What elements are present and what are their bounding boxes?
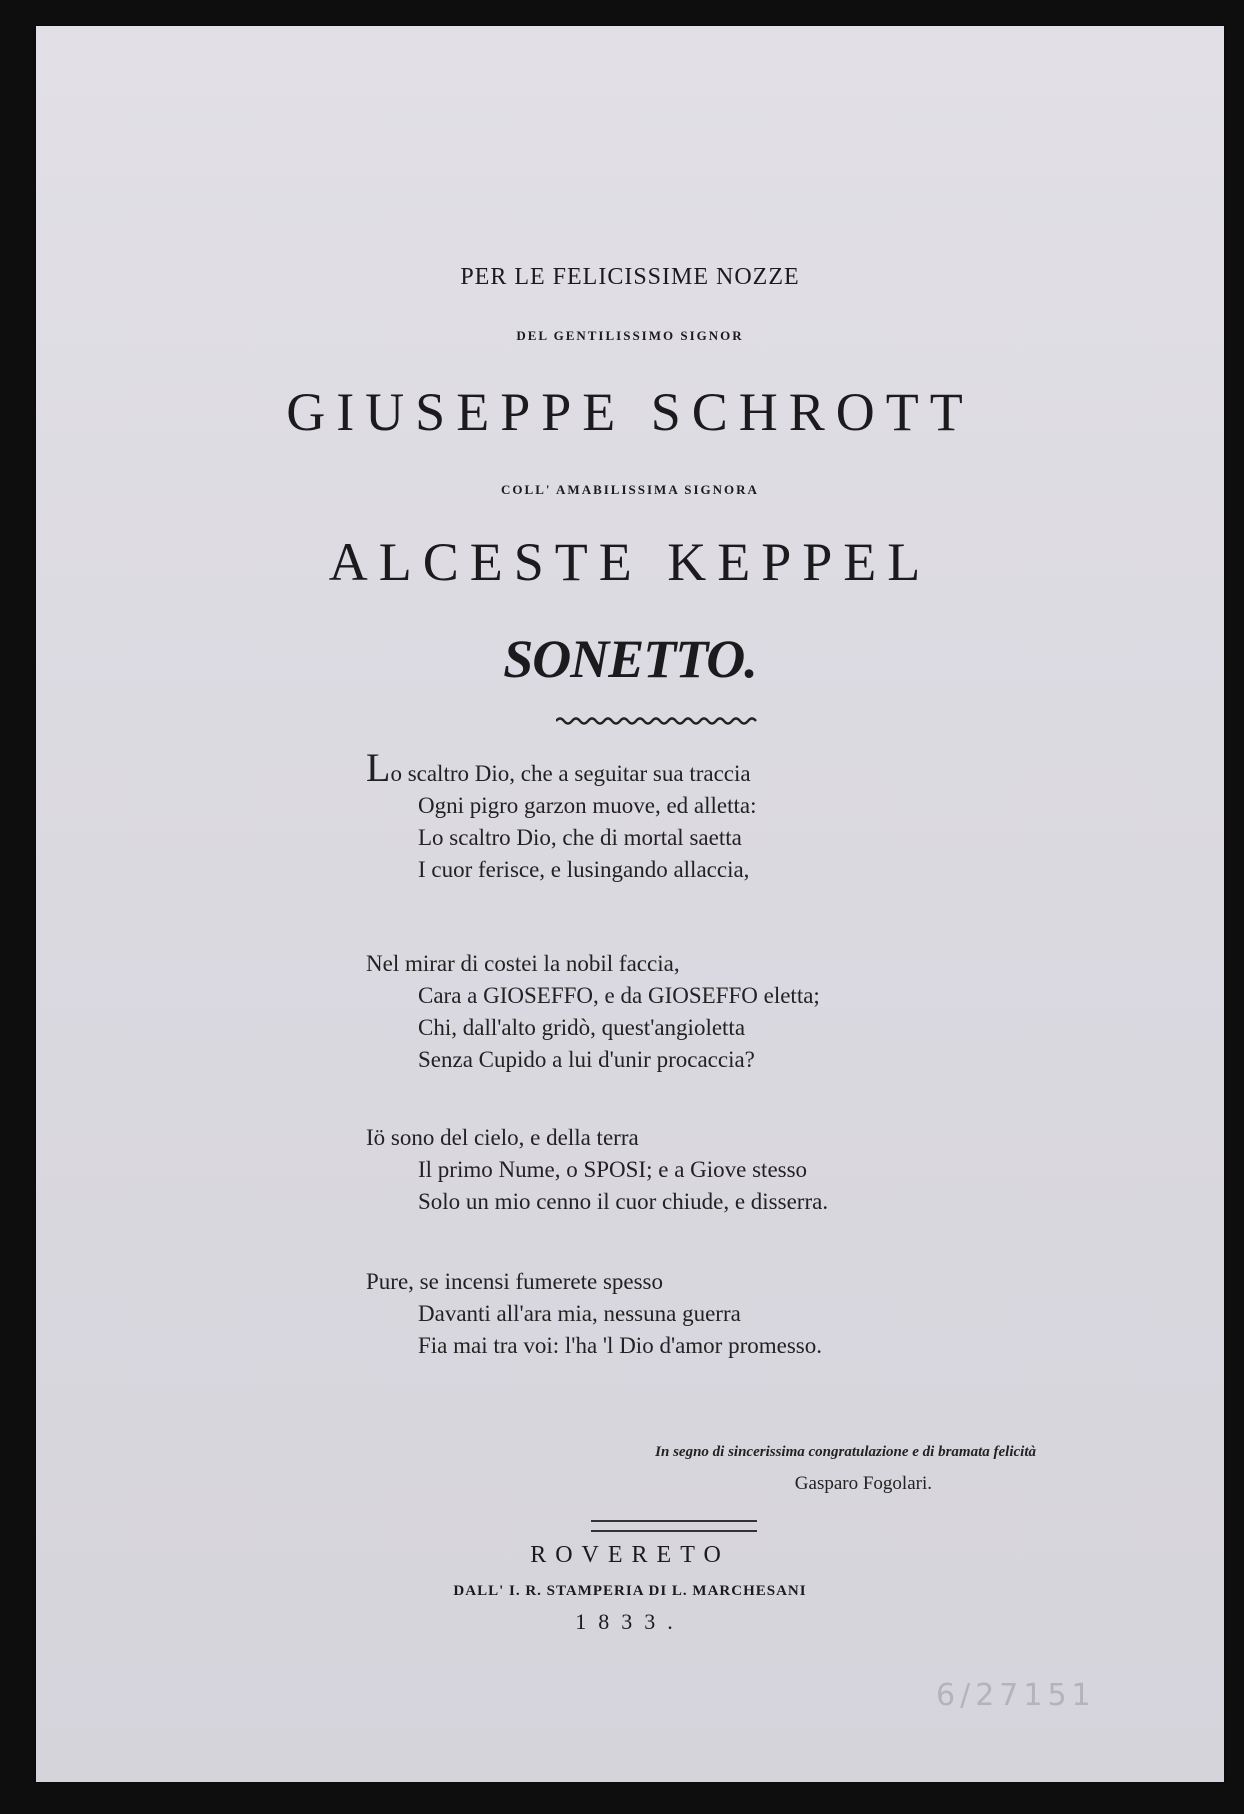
stanza-2 bbox=[366, 948, 820, 1076]
imprint-place: ROVERETO bbox=[530, 1542, 730, 1568]
stanza-3 bbox=[366, 1122, 828, 1218]
double-rule-divider bbox=[591, 1520, 757, 1532]
stanza-1 bbox=[366, 745, 757, 886]
verse-line: Ogni pigro garzon muove, ed alletta: bbox=[418, 793, 757, 818]
verse-line: Pure, se incensi fumerete spesso bbox=[366, 1269, 664, 1294]
bride-name: ALCESTE KEPPEL bbox=[328, 532, 932, 592]
groom-name: GIUSEPPE SCHROTT bbox=[286, 382, 974, 442]
verse-line: Senza Cupido a lui d'unir procaccia? bbox=[418, 1047, 755, 1072]
verse-line: Fia mai tra voi: l'ha 'l Dio d'amor promesso. bbox=[418, 1333, 823, 1358]
verse-line: Nel mirar di costei la nobil faccia, bbox=[366, 951, 680, 976]
drop-capital: L bbox=[366, 745, 391, 790]
poem-form-title: SONETTO. bbox=[503, 629, 757, 689]
stanza-4 bbox=[366, 1266, 822, 1362]
verse-line: Il primo Nume, o SPOSI; e a Giove stesso bbox=[418, 1157, 808, 1182]
verse-line: Lo scaltro Dio, che a seguitar sua traccia bbox=[366, 745, 751, 790]
verse-line: Cara a GIOSEFFO, e da GIOSEFFO eletta; bbox=[418, 983, 820, 1008]
imprint-year: 1833. bbox=[575, 1609, 685, 1634]
verse-line: Lo scaltro Dio, che di mortal saetta bbox=[418, 825, 742, 850]
verse-line: Iö sono del cielo, e della terra bbox=[366, 1125, 639, 1150]
verse-line: I cuor ferisce, e lusingando allaccia, bbox=[418, 857, 750, 882]
verse-line: Chi, dall'alto gridò, quest'angioletta bbox=[418, 1015, 746, 1040]
verse-line: Davanti all'ara mia, nessuna guerra bbox=[418, 1301, 741, 1326]
verse-line: Solo un mio cenno il cuor chiude, e disserra. bbox=[418, 1189, 829, 1214]
dedication-text: In segno di sincerissima congratulazione e di bramata felicità bbox=[655, 1444, 1036, 1460]
printed-sheet bbox=[36, 26, 1224, 1782]
dedication-author: Gasparo Fogolari. bbox=[794, 1473, 932, 1494]
imprint-printer: DALL' I. R. STAMPERIA DI L. MARCHESANI bbox=[453, 1583, 807, 1599]
title-line-2: DEL GENTILISSIMO SIGNOR bbox=[516, 328, 744, 343]
ornament-wavy-rule bbox=[556, 714, 760, 728]
title-line-1: PER LE FELICISSIME NOZZE bbox=[460, 264, 800, 290]
title-line-3: COLL' AMABILISSIMA SIGNORA bbox=[501, 482, 759, 497]
library-shelfmark: 6/27151 bbox=[936, 1678, 1096, 1713]
